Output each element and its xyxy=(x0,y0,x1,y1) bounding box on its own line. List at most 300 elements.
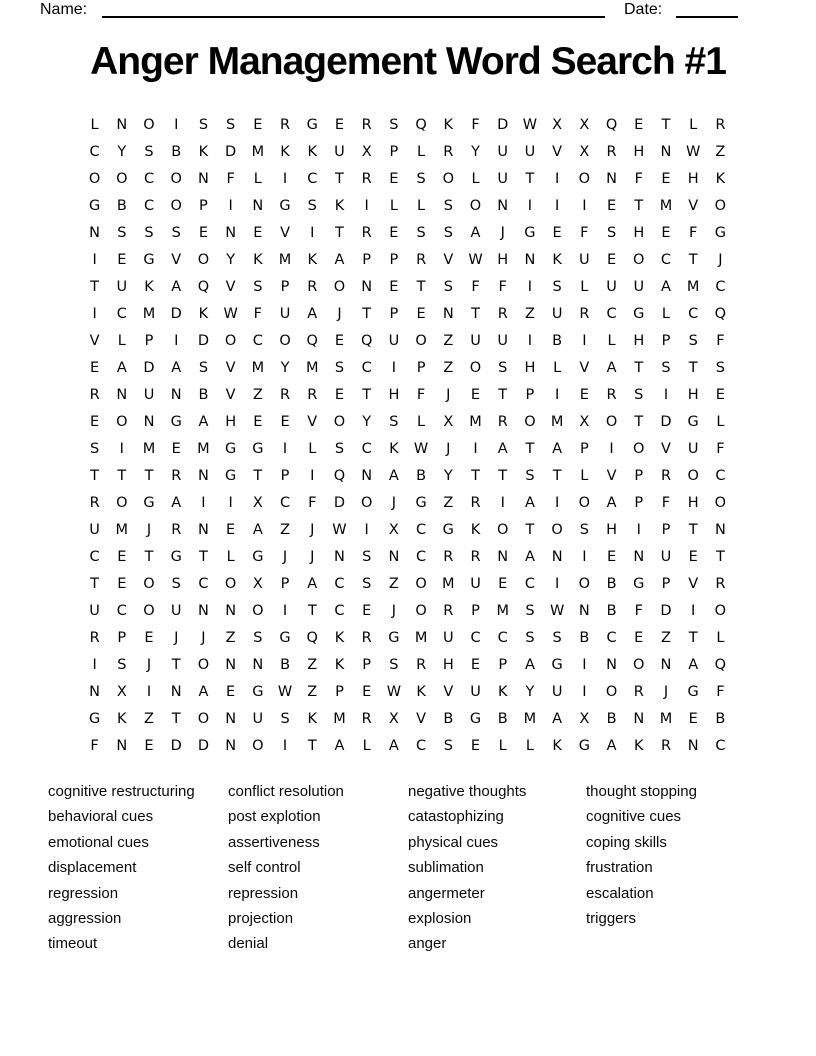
grid-cell: N xyxy=(334,549,345,566)
grid-cell: B xyxy=(606,576,617,593)
grid-cell: U xyxy=(579,252,590,269)
grid-cell: P xyxy=(144,333,154,350)
grid-cell: B xyxy=(606,711,617,728)
grid-cell: M xyxy=(251,360,265,377)
grid-cell: O xyxy=(197,657,210,674)
grid-cell: R xyxy=(89,630,100,647)
grid-cell: A xyxy=(552,711,563,728)
grid-cell: W xyxy=(277,684,293,701)
grid-cell: X xyxy=(552,117,563,134)
grid-cell: P xyxy=(661,576,671,593)
grid-cell: I xyxy=(174,333,179,350)
grid-cell: N xyxy=(660,144,672,161)
grid-cell: E xyxy=(334,117,345,134)
grid-cell: O xyxy=(714,198,727,215)
grid-cell: O xyxy=(578,171,591,188)
grid-cell: T xyxy=(117,468,127,485)
grid-cell: E xyxy=(661,225,671,242)
grid-cell: N xyxy=(116,117,128,134)
grid-cell: I xyxy=(500,495,505,512)
grid-cell: K xyxy=(198,306,209,323)
grid-cell: U xyxy=(470,333,481,350)
grid-cell: S xyxy=(443,279,453,296)
grid-cell: F xyxy=(716,441,725,458)
grid-cell: R xyxy=(470,495,481,512)
grid-cell: R xyxy=(361,171,372,188)
grid-cell: K xyxy=(715,171,726,188)
grid-cell: H xyxy=(633,333,645,350)
grid-cell: G xyxy=(88,711,101,728)
grid-cell: V xyxy=(552,144,563,161)
grid-cell: T xyxy=(171,711,181,728)
grid-cell: M xyxy=(469,414,482,431)
grid-cell: I xyxy=(391,360,397,377)
grid-cell: L xyxy=(226,549,235,566)
grid-cell: G xyxy=(143,252,155,269)
grid-cell: D xyxy=(660,414,672,431)
word-list-item: projection xyxy=(228,910,294,928)
grid-cell: O xyxy=(605,414,618,431)
grid-cell: N xyxy=(225,738,237,755)
grid-cell: I xyxy=(527,198,533,215)
grid-cell: U xyxy=(687,441,699,458)
word-list-item: angermeter xyxy=(408,884,485,902)
grid-cell: N xyxy=(633,549,645,566)
grid-cell: T xyxy=(307,603,317,620)
grid-cell: I xyxy=(174,117,179,134)
grid-cell: B xyxy=(280,657,291,674)
date-blank-line[interactable] xyxy=(676,16,738,18)
grid-cell: N xyxy=(551,549,563,566)
grid-cell: O xyxy=(497,522,509,539)
grid-cell: T xyxy=(471,306,480,323)
grid-cell: B xyxy=(715,711,726,728)
grid-cell: Z xyxy=(443,495,454,512)
grid-cell: Q xyxy=(197,279,210,296)
grid-cell: B xyxy=(552,333,563,350)
word-list-item: cognitive restructuring xyxy=(48,783,195,800)
grid-cell: O xyxy=(224,333,237,350)
grid-cell: V xyxy=(688,198,699,215)
grid-cell: F xyxy=(416,387,426,404)
grid-cell: S xyxy=(253,630,263,647)
grid-cell: E xyxy=(661,171,671,188)
grid-cell: E xyxy=(253,414,263,431)
grid-cell: I xyxy=(663,387,669,404)
grid-cell: N xyxy=(170,387,182,404)
grid-cell: K xyxy=(470,522,481,539)
grid-cell: D xyxy=(660,603,672,620)
grid-cell: A xyxy=(334,252,345,269)
word-list-item: self control xyxy=(228,859,301,877)
grid-cell: Y xyxy=(280,360,290,377)
grid-cell: I xyxy=(201,495,206,512)
grid-cell: J xyxy=(718,252,723,269)
grid-cell: K xyxy=(307,144,318,161)
grid-cell: L xyxy=(498,738,507,755)
grid-cell: I xyxy=(282,171,288,188)
grid-cell: U xyxy=(442,630,454,647)
grid-cell: U xyxy=(116,279,128,296)
grid-cell: R xyxy=(280,117,291,134)
grid-cell: N xyxy=(606,171,617,188)
grid-cell: R xyxy=(443,603,454,620)
grid-cell: F xyxy=(471,279,480,296)
grid-cell: C xyxy=(116,306,127,323)
grid-cell: P xyxy=(280,468,290,485)
grid-cell: I xyxy=(609,441,614,458)
grid-cell: S xyxy=(634,387,644,404)
grid-cell: P xyxy=(416,360,426,377)
grid-cell: C xyxy=(715,738,726,755)
grid-cell: Y xyxy=(443,468,453,485)
grid-cell: J xyxy=(337,306,342,323)
grid-cell: I xyxy=(146,684,152,701)
grid-cell: B xyxy=(116,198,127,215)
grid-cell: Z xyxy=(715,144,726,161)
grid-cell: K xyxy=(280,144,290,161)
grid-cell: O xyxy=(279,333,291,350)
grid-cell: M xyxy=(550,414,564,431)
grid-cell: G xyxy=(279,630,291,647)
grid-cell: X xyxy=(361,144,372,161)
grid-cell: R xyxy=(171,522,182,539)
grid-cell: L xyxy=(553,360,562,377)
grid-cell: K xyxy=(117,711,127,728)
grid-cell: C xyxy=(116,603,127,620)
grid-cell: S xyxy=(715,360,725,377)
grid-cell: J xyxy=(310,549,315,566)
grid-cell: B xyxy=(416,468,427,485)
grid-cell: R xyxy=(280,387,291,404)
grid-cell: Z xyxy=(307,684,318,701)
grid-cell: M xyxy=(442,576,455,593)
grid-cell: I xyxy=(282,603,288,620)
grid-cell: T xyxy=(471,468,480,485)
grid-cell: R xyxy=(606,387,617,404)
grid-cell: A xyxy=(388,738,399,755)
grid-cell: R xyxy=(361,225,372,242)
grid-cell: O xyxy=(333,279,346,296)
word-list-item: repression xyxy=(228,884,299,902)
grid-cell: S xyxy=(443,225,453,242)
grid-cell: W xyxy=(413,441,429,458)
grid-cell: U xyxy=(660,549,672,566)
grid-cell: O xyxy=(415,333,427,350)
grid-cell: H xyxy=(633,144,645,161)
grid-cell: T xyxy=(498,468,508,485)
word-list-item: coping skills xyxy=(586,833,667,851)
grid-cell: T xyxy=(525,171,535,188)
grid-cell: A xyxy=(171,279,182,296)
grid-cell: P xyxy=(362,657,372,674)
grid-cell: E xyxy=(144,630,154,647)
word-list-item: negative thoughts xyxy=(408,783,527,800)
grid-cell: N xyxy=(660,657,672,674)
grid-cell: E xyxy=(634,117,644,134)
grid-cell: M xyxy=(414,630,428,647)
grid-cell: A xyxy=(334,738,345,755)
grid-cell: S xyxy=(525,468,535,485)
grid-cell: J xyxy=(391,603,397,620)
word-list-item: triggers xyxy=(586,910,637,928)
grid-cell: C xyxy=(470,630,481,647)
grid-cell: X xyxy=(252,576,263,593)
grid-cell: G xyxy=(252,549,264,566)
grid-cell: C xyxy=(307,171,318,188)
grid-cell: Z xyxy=(252,387,263,404)
grid-cell: Q xyxy=(306,630,318,647)
grid-cell: V xyxy=(89,333,100,350)
grid-cell: S xyxy=(389,414,399,431)
grid-cell: I xyxy=(582,198,587,215)
grid-cell: O xyxy=(605,684,618,701)
grid-cell: K xyxy=(334,630,345,647)
word-list-item: anger xyxy=(408,935,447,953)
grid-cell: J xyxy=(146,657,152,674)
grid-cell: J xyxy=(174,630,179,647)
grid-cell: P xyxy=(389,252,399,269)
grid-cell: E xyxy=(117,576,127,593)
grid-cell: P xyxy=(280,576,290,593)
grid-cell: Q xyxy=(306,333,318,350)
grid-cell: Q xyxy=(415,117,427,134)
grid-cell: U xyxy=(497,144,509,161)
grid-cell: L xyxy=(607,333,616,350)
grid-cell: C xyxy=(416,522,427,539)
grid-cell: T xyxy=(199,549,208,566)
grid-cell: W xyxy=(686,144,701,161)
grid-cell: N xyxy=(170,684,182,701)
grid-cell: N xyxy=(388,549,400,566)
grid-cell: F xyxy=(634,603,643,620)
grid-cell: M xyxy=(278,252,292,269)
grid-cell: T xyxy=(715,549,725,566)
grid-cell: D xyxy=(170,306,182,323)
grid-cell: O xyxy=(578,576,591,593)
grid-cell: I xyxy=(582,684,587,701)
grid-cell: P xyxy=(661,333,671,350)
grid-cell: F xyxy=(498,279,507,296)
grid-cell: E xyxy=(362,684,372,701)
grid-cell: S xyxy=(362,549,372,566)
grid-cell: E xyxy=(470,657,481,674)
grid-cell: A xyxy=(524,657,535,674)
grid-cell: T xyxy=(90,468,100,485)
grid-cell: O xyxy=(197,252,210,269)
grid-cell: E xyxy=(606,198,617,215)
grid-cell: I xyxy=(555,495,560,512)
grid-cell: E xyxy=(117,252,127,269)
grid-cell: G xyxy=(442,522,454,539)
grid-cell: H xyxy=(225,414,237,431)
grid-cell: I xyxy=(582,657,587,674)
grid-cell: L xyxy=(661,306,671,323)
grid-cell: M xyxy=(142,441,156,458)
grid-cell: S xyxy=(362,576,372,593)
grid-cell: H xyxy=(524,360,536,377)
grid-cell: T xyxy=(634,414,644,431)
grid-cell: S xyxy=(443,198,453,215)
grid-cell: T xyxy=(525,522,535,539)
grid-cell: J xyxy=(446,387,451,404)
grid-cell: G xyxy=(252,684,264,701)
word-list-item: assertiveness xyxy=(228,833,320,851)
grid-cell: F xyxy=(634,171,643,188)
grid-cell: X xyxy=(116,684,127,701)
grid-cell: C xyxy=(688,306,699,323)
grid-cell: O xyxy=(524,414,536,431)
grid-cell: T xyxy=(661,117,671,134)
grid-cell: P xyxy=(389,306,399,323)
grid-cell: V xyxy=(579,360,590,377)
grid-cell: E xyxy=(498,576,508,593)
word-list-column xyxy=(48,779,195,957)
grid-cell: G xyxy=(415,495,427,512)
grid-cell: T xyxy=(335,225,344,242)
grid-cell: A xyxy=(661,279,671,296)
grid-cell: C xyxy=(279,495,291,512)
grid-cell: A xyxy=(307,576,318,593)
grid-cell: Q xyxy=(714,657,727,674)
grid-cell: F xyxy=(661,495,671,512)
grid-cell: S xyxy=(525,603,535,620)
grid-cell: L xyxy=(417,144,426,161)
grid-cell: G xyxy=(170,549,182,566)
grid-cell: R xyxy=(416,657,427,674)
grid-cell: N xyxy=(524,252,536,269)
grid-cell: O xyxy=(578,495,591,512)
word-list-column xyxy=(408,779,526,957)
grid-cell: O xyxy=(252,603,264,620)
grid-cell: C xyxy=(606,630,617,647)
grid-cell: R xyxy=(443,144,454,161)
grid-cell: A xyxy=(552,441,563,458)
grid-cell: C xyxy=(715,468,726,485)
grid-cell: L xyxy=(417,414,426,431)
grid-cell: N xyxy=(687,738,699,755)
grid-cell: N xyxy=(225,225,237,242)
grid-cell: T xyxy=(688,360,698,377)
grid-cell: V xyxy=(171,252,182,269)
grid-cell: U xyxy=(633,279,645,296)
grid-cell: R xyxy=(470,549,481,566)
grid-cell: K xyxy=(416,684,426,701)
grid-cell: F xyxy=(90,738,99,755)
grid-cell: S xyxy=(416,171,426,188)
grid-cell: T xyxy=(498,387,508,404)
grid-cell: R xyxy=(715,117,726,134)
grid-cell: O xyxy=(333,414,346,431)
grid-cell: C xyxy=(143,198,155,215)
grid-cell: O xyxy=(143,603,155,620)
grid-cell: T xyxy=(688,630,698,647)
grid-cell: S xyxy=(579,522,589,539)
grid-cell: I xyxy=(92,657,97,674)
grid-cell: N xyxy=(116,738,128,755)
grid-cell: P xyxy=(471,603,480,620)
grid-cell: L xyxy=(580,279,589,296)
grid-cell: U xyxy=(470,684,481,701)
grid-cell: L xyxy=(525,738,534,755)
grid-cell: N xyxy=(633,711,645,728)
word-list-item: catastophizing xyxy=(408,808,504,826)
grid-cell: I xyxy=(282,738,288,755)
grid-cell: G xyxy=(524,225,536,242)
grid-cell: V xyxy=(443,252,454,269)
grid-cell: Z xyxy=(144,711,154,728)
grid-cell: H xyxy=(497,252,509,269)
grid-cell: C xyxy=(660,252,672,269)
grid-cell: S xyxy=(498,360,508,377)
grid-cell: T xyxy=(688,252,698,269)
grid-cell: Y xyxy=(471,144,480,161)
grid-cell: J xyxy=(391,495,397,512)
grid-cell: O xyxy=(116,414,128,431)
grid-cell: T xyxy=(144,468,154,485)
grid-cell: M xyxy=(496,603,509,620)
grid-cell: G xyxy=(633,576,645,593)
grid-cell: S xyxy=(171,225,181,242)
grid-cell: C xyxy=(252,333,263,350)
grid-cell: T xyxy=(90,576,100,593)
grid-cell: E xyxy=(389,225,399,242)
grid-cell: R xyxy=(89,387,100,404)
grid-cell: S xyxy=(253,279,263,296)
grid-cell: Z xyxy=(280,522,291,539)
grid-cell: E xyxy=(90,414,100,431)
grid-cell: I xyxy=(364,522,369,539)
grid-cell: G xyxy=(143,495,155,512)
grid-cell: A xyxy=(116,360,127,377)
grid-cell: M xyxy=(142,306,156,323)
grid-cell: R xyxy=(361,630,372,647)
grid-cell: K xyxy=(552,738,562,755)
word-search-grid xyxy=(81,112,734,760)
grid-cell: S xyxy=(389,117,399,134)
grid-cell: E xyxy=(470,387,481,404)
grid-cell: E xyxy=(226,684,236,701)
grid-cell: L xyxy=(689,117,698,134)
grid-cell: E xyxy=(334,387,345,404)
grid-cell: L xyxy=(117,333,126,350)
grid-cell: T xyxy=(416,279,426,296)
grid-cell: W xyxy=(549,603,565,620)
grid-cell: G xyxy=(578,738,590,755)
word-list xyxy=(0,779,816,959)
grid-cell: R xyxy=(715,576,726,593)
grid-cell: J xyxy=(310,522,315,539)
grid-cell: A xyxy=(307,306,318,323)
grid-cell: L xyxy=(417,198,426,215)
name-blank-line[interactable] xyxy=(102,16,605,18)
grid-cell: E xyxy=(715,387,725,404)
grid-cell: X xyxy=(388,522,399,539)
grid-cell: E xyxy=(606,549,617,566)
grid-cell: O xyxy=(415,603,427,620)
grid-cell: E xyxy=(280,414,290,431)
grid-cell: L xyxy=(389,198,398,215)
grid-cell: Z xyxy=(661,630,671,647)
grid-cell: I xyxy=(92,252,97,269)
grid-cell: H xyxy=(388,387,400,404)
word-list-item: escalation xyxy=(586,884,654,902)
grid-cell: F xyxy=(580,225,589,242)
grid-cell: C xyxy=(416,549,427,566)
grid-cell: T xyxy=(634,198,644,215)
grid-cell: A xyxy=(606,738,617,755)
grid-cell: I xyxy=(555,171,560,188)
